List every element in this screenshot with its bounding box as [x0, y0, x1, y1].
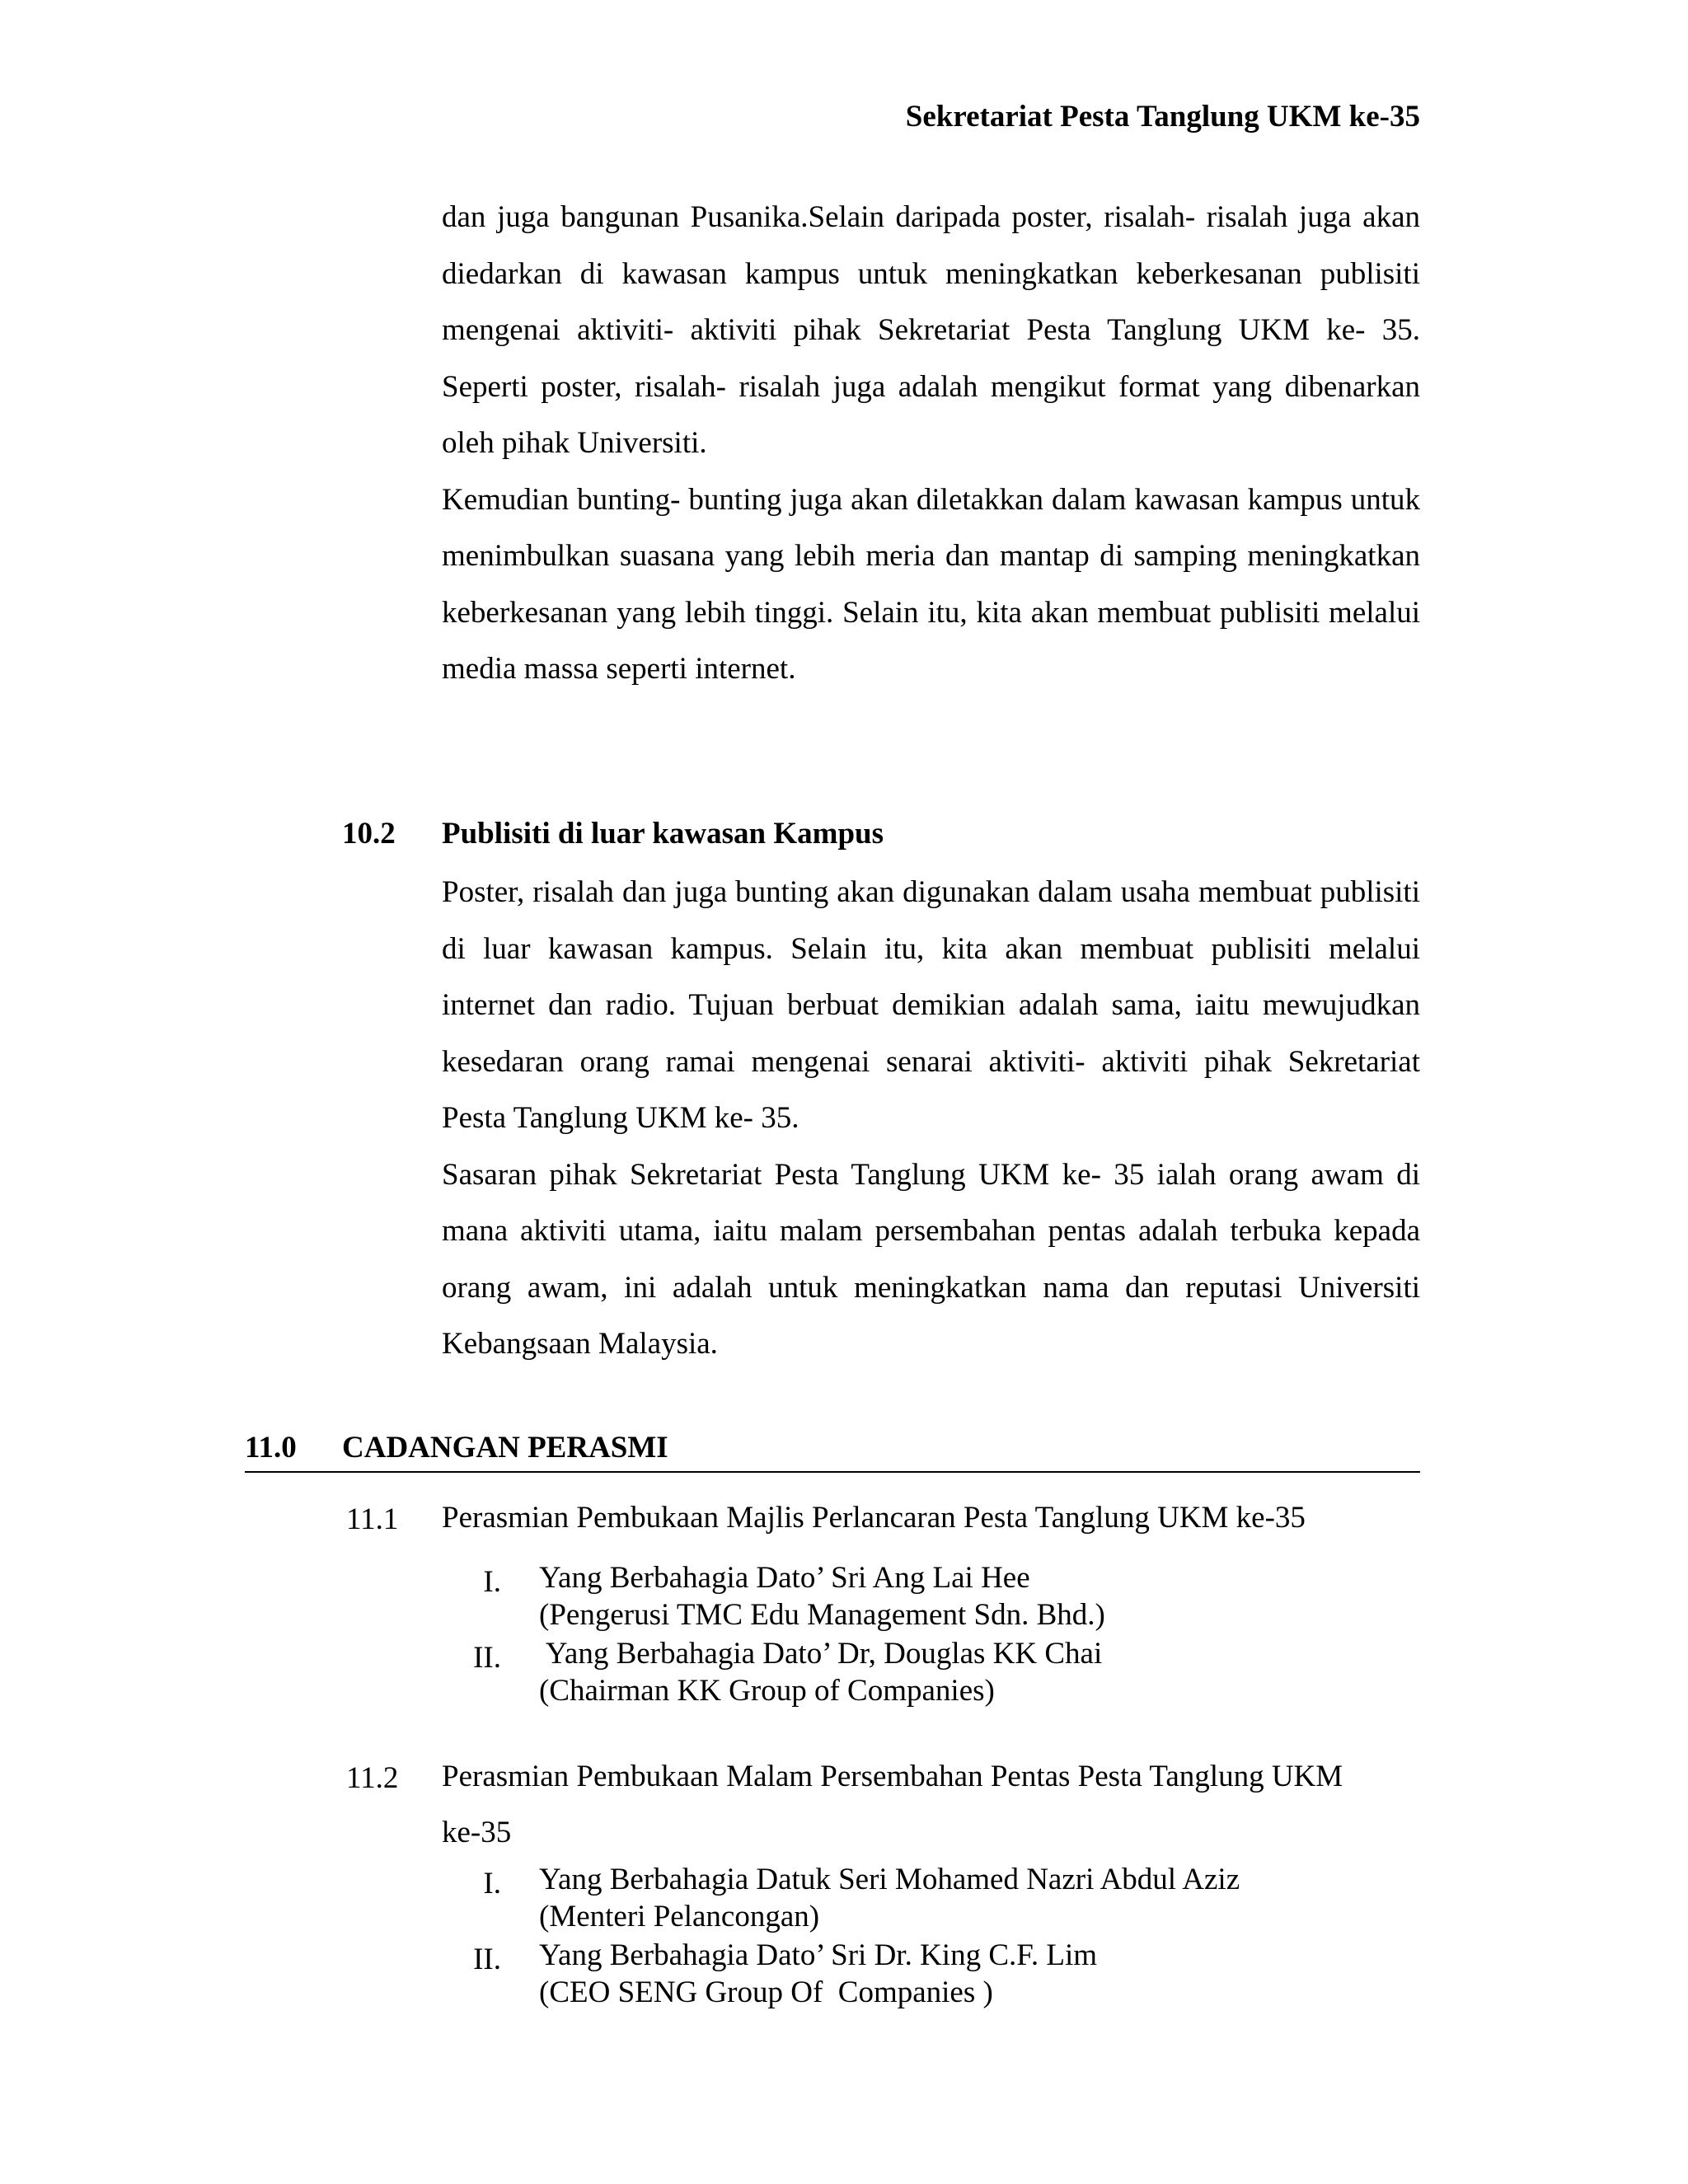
guest-name: Yang Berbahagia Datuk Seri Mohamed Nazri Abdul Aziz: [539, 1863, 1240, 1896]
section-title: CADANGAN PERASMI: [342, 1431, 668, 1465]
guest-entry: [539, 1559, 1105, 1633]
section-title: Publisiti di luar kawasan Kampus: [442, 817, 884, 851]
guest-entry: [539, 1635, 1102, 1709]
page-header: Sekretariat Pesta Tanglung UKM ke-35: [905, 100, 1420, 134]
guest-role: (Menteri Pelancongan): [539, 1900, 820, 1933]
subsection-title-line: ke-35: [442, 1816, 512, 1849]
guest-entry: [539, 1937, 1097, 2011]
guest-name: Yang Berbahagia Dato’ Dr, Douglas KK Chai: [539, 1637, 1103, 1671]
roman-numeral: I.: [483, 1565, 501, 1599]
subsection-number: 11.2: [346, 1761, 399, 1795]
roman-numeral: II.: [473, 1641, 501, 1675]
paragraph: dan juga bangunan Pusanika.Selain daripada poster, risalah- risalah juga akan diedarkan di kawasan kampus untuk meningkatkan keberkesanan publisiti mengenai aktiviti- aktiviti pihak Sekretariat Pesta Tanglung UKM ke- 35. Seperti poster, risalah- risalah juga adalah mengikut format yang dibenarkan oleh pihak Universiti.: [442, 200, 1420, 460]
section-underline: [245, 1471, 1420, 1473]
paragraph: Kemudian bunting- bunting juga akan diletakkan dalam kawasan kampus untuk menimbulkan suasana yang lebih meria dan mantap di samping meningkatkan keberkesanan yang lebih tinggi. Selain itu, kita akan membuat publisiti melalui media massa seperti internet.: [442, 482, 1420, 686]
guest-role: (Pengerusi TMC Edu Management Sdn. Bhd.): [539, 1598, 1105, 1632]
paragraph: Poster, risalah dan juga bunting akan digunakan dalam usaha membuat publisiti di luar kawasan kampus. Selain itu, kita akan membuat publisiti melalui internet dan radio. Tujuan berbuat demikian adalah sama, iaitu mewujudkan kesedaran orang ramai mengenai senarai aktiviti- aktiviti pihak Sekretariat Pesta Tanglung UKM ke- 35.: [442, 875, 1420, 1135]
guest-entry: [539, 1861, 1240, 1935]
roman-numeral: II.: [473, 1943, 501, 1976]
guest-role: (CEO SENG Group Of Companies ): [539, 1975, 993, 2009]
subsection-title: [442, 1749, 1420, 1861]
subsection-number: 11.1: [346, 1502, 399, 1536]
continuation-text: [442, 190, 1420, 698]
section-number: 10.2: [342, 817, 396, 851]
section-10-2-text: [442, 865, 1420, 1373]
subsection-title: Perasmian Pembukaan Majlis Perlancaran Pesta Tanglung UKM ke-35: [442, 1501, 1306, 1535]
guest-name: Yang Berbahagia Dato’ Sri Dr. King C.F. Lim: [539, 1938, 1098, 1972]
paragraph: Sasaran pihak Sekretariat Pesta Tanglung UKM ke- 35 ialah orang awam di mana aktiviti utama, iaitu malam persembahan pentas adalah terbuka kepada orang awam, ini adalah untuk meningkatkan nama dan reputasi Universiti Kebangsaan Malaysia.: [442, 1157, 1420, 1361]
guest-role: (Chairman KK Group of Companies): [539, 1674, 995, 1708]
guest-name: Yang Berbahagia Dato’ Sri Ang Lai Hee: [539, 1561, 1030, 1595]
section-number: 11.0: [245, 1431, 297, 1465]
roman-numeral: I.: [483, 1867, 501, 1900]
subsection-title-line: Perasmian Pembukaan Malam Persembahan Pentas Pesta Tanglung UKM: [442, 1760, 1343, 1793]
